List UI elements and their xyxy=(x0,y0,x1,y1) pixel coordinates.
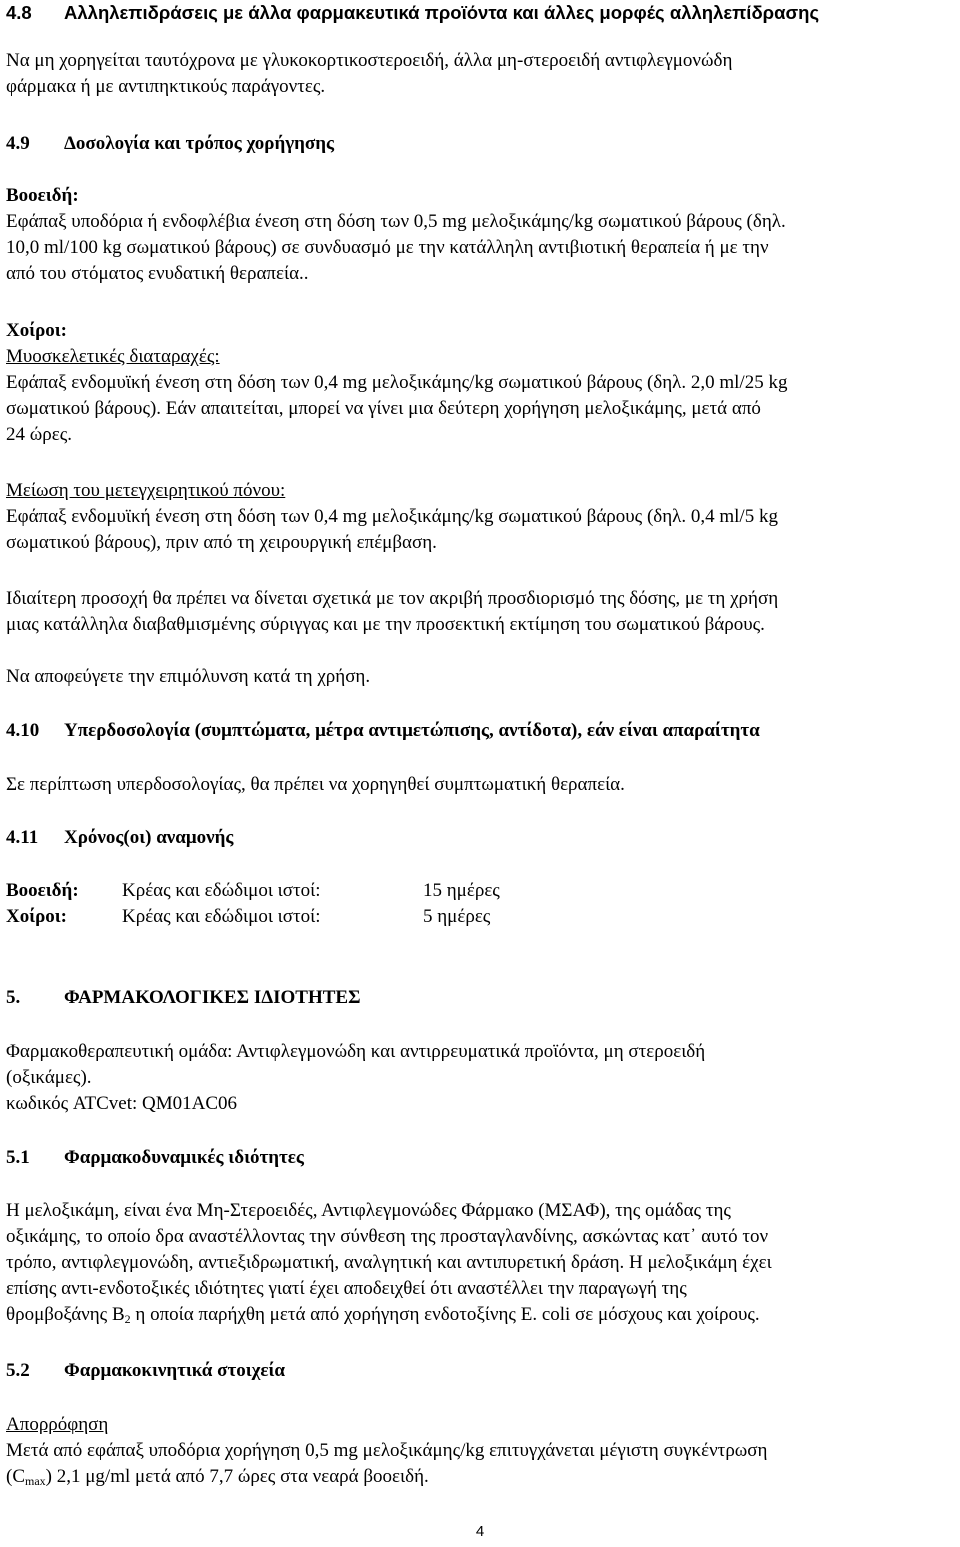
text-run: η οποία παρήχθη μετά από χορήγηση ενδοτοξίνης E. coli σε μόσχους και χοίρους. xyxy=(130,1304,760,1325)
paragraph-line: σωματικού βάρους), πριν από τη χειρουργική επέμβαση. xyxy=(6,532,437,553)
paragraph-line: Η μελοξικάμη, είναι ένα Μη-Στεροειδές, Αντιφλεγμονώδες Φάρμακο (ΜΣΑΦ), της ομάδας της xyxy=(6,1200,731,1221)
section-number: 4.11 xyxy=(6,827,39,848)
paragraph-line: (οξικάμες). xyxy=(6,1067,92,1088)
section-heading-5-1 xyxy=(6,1145,304,1171)
paragraph-line: Εφάπαξ ενδομυϊκή ένεση στη δόση των 0,4 mg μελοξικάμης/kg σωματικού βάρους (δηλ. 0,4 ml/5 kg xyxy=(6,506,778,527)
withdrawal-row xyxy=(6,878,500,904)
withdrawal-species: Χοίροι: xyxy=(6,906,67,927)
section-number: 4.8 xyxy=(6,2,32,23)
paragraph-line xyxy=(6,1302,760,1332)
text-run: θρομβοξάνης B xyxy=(6,1304,125,1325)
section-heading-4-11 xyxy=(6,825,233,851)
section-heading-4-9 xyxy=(6,131,334,157)
paragraph-line: Εφάπαξ ενδομυϊκή ένεση στη δόση των 0,4 mg μελοξικάμης/kg σωματικού βάρους (δηλ. 2,0 ml/25 kg xyxy=(6,372,788,393)
section-title: Δοσολογία και τρόπος χορήγησης xyxy=(64,133,335,154)
subheading-musculoskeletal: Μυοσκελετικές διαταραχές: xyxy=(6,346,220,367)
paragraph-line: Σε περίπτωση υπερδοσολογίας, θα πρέπει να χορηγηθεί συμπτωματική θεραπεία. xyxy=(6,774,625,795)
section-title: Αλληλεπιδράσεις με άλλα φαρμακευτικά προϊόντα και άλλες μορφές αλληλεπίδρασης xyxy=(64,2,820,23)
section-number: 4.10 xyxy=(6,720,40,741)
withdrawal-tissue: Κρέας και εδώδιμοι ιστοί: xyxy=(122,880,321,901)
withdrawal-days: 5 ημέρες xyxy=(423,906,491,927)
paragraph-line: 24 ώρες. xyxy=(6,424,72,445)
paragraph-line: Φαρμακοθεραπευτική ομάδα: Αντιφλεγμονώδη και αντιρρευματικά προϊόντα, μη στεροειδή xyxy=(6,1041,706,1062)
withdrawal-row xyxy=(6,904,490,930)
section-title: Χρόνος(οι) αναμονής xyxy=(64,827,234,848)
paragraph-line: μιας κατάλληλα διαβαθμισμένης σύριγγας και με την προσεκτική εκτίμηση του σωματικού βάρους. xyxy=(6,614,765,635)
section-number: 5.1 xyxy=(6,1147,30,1168)
paragraph-line xyxy=(6,1464,429,1494)
section-number: 4.9 xyxy=(6,133,30,154)
paragraph-line: Να αποφεύγετε την επιμόλυνση κατά τη χρήση. xyxy=(6,666,371,687)
page-number: 4 xyxy=(475,1523,485,1540)
species-label-cattle: Βοοειδή: xyxy=(6,185,79,206)
section-heading-4-10 xyxy=(6,718,760,744)
withdrawal-days: 15 ημέρες xyxy=(423,880,500,901)
paragraph-line: τρόπο, αντιφλεγμονώδη, αντιεξιδρωματική, αναλγητική και αντιπυρετική δράση. Η μελοξικάμη έχει xyxy=(6,1252,772,1273)
section-heading-5-2 xyxy=(6,1358,285,1384)
paragraph-line: Ιδιαίτερη προσοχή θα πρέπει να δίνεται σχετικά με τον ακριβή προσδιορισμό της δόσης, με τη χρήση xyxy=(6,588,779,609)
paragraph-line: 10,0 ml/100 kg σωματικού βάρους) σε συνδυασμό με την κατάλληλη αντιβιοτική θεραπεία ή με την xyxy=(6,237,769,258)
paragraph-line: επίσης αντι-ενδοτοξικές ιδιότητες γιατί έχει αποδειχθεί ότι αναστέλλει την παραγωγή της xyxy=(6,1278,687,1299)
paragraph-line: Εφάπαξ υποδόρια ή ενδοφλέβια ένεση στη δόση των 0,5 mg μελοξικάμης/kg σωματικού βάρους (δηλ. xyxy=(6,211,786,232)
section-title: Φαρμακοκινητικά στοιχεία xyxy=(64,1360,285,1381)
text-run: ) 2,1 μg/ml μετά από 7,7 ώρες στα νεαρά βοοειδή. xyxy=(45,1466,429,1487)
section-number: 5.2 xyxy=(6,1360,30,1381)
paragraph-line: οξικάμης, το οποίο δρα αναστέλλοντας την σύνθεση της προσταγλανδίνης, ασκώντας κατ᾽ αυτό τον xyxy=(6,1226,769,1247)
paragraph-line: Να μη χορηγείται ταυτόχρονα με γλυκοκορτικοστεροειδή, άλλα μη-στεροειδή αντιφλεγμονώδη xyxy=(6,50,733,71)
subscript: 2 xyxy=(124,1312,131,1326)
paragraph-line: Μετά από εφάπαξ υποδόρια χορήγηση 0,5 mg μελοξικάμης/kg επιτυγχάνεται μέγιστη συγκέντρωση xyxy=(6,1440,768,1461)
paragraph-line: σωματικού βάρους). Εάν απαιτείται, μπορεί να γίνει μια δεύτερη χορήγηση μελοξικάμης, μετά από xyxy=(6,398,761,419)
section-title: ΦΑΡΜΑΚΟΛΟΓΙΚΕΣ ΙΔΙΟΤΗΤΕΣ xyxy=(64,987,361,1008)
paragraph-line: κωδικός ATCvet: QM01AC06 xyxy=(6,1093,238,1114)
section-heading-5 xyxy=(6,985,361,1011)
subheading-postoperative-pain: Μείωση του μετεγχειρητικού πόνου: xyxy=(6,480,286,501)
section-heading-4-8 xyxy=(6,0,819,27)
withdrawal-species: Βοοειδή: xyxy=(6,880,79,901)
section-number: 5. xyxy=(6,987,21,1008)
species-label-pigs: Χοίροι: xyxy=(6,320,67,341)
subheading-absorption: Απορρόφηση xyxy=(6,1414,109,1435)
withdrawal-tissue: Κρέας και εδώδιμοι ιστοί: xyxy=(122,906,321,927)
subscript: max xyxy=(25,1474,46,1488)
text-run: (C xyxy=(6,1466,25,1487)
section-title: Φαρμακοδυναμικές ιδιότητες xyxy=(64,1147,304,1168)
paragraph-line: από του στόματος ενυδατική θεραπεία.. xyxy=(6,263,309,284)
paragraph-line: φάρμακα ή με αντιπηκτικούς παράγοντες. xyxy=(6,76,326,97)
section-title: Υπερδοσολογία (συμπτώματα, μέτρα αντιμετώπισης, αντίδοτα), εάν είναι απαραίτητα xyxy=(64,720,760,741)
